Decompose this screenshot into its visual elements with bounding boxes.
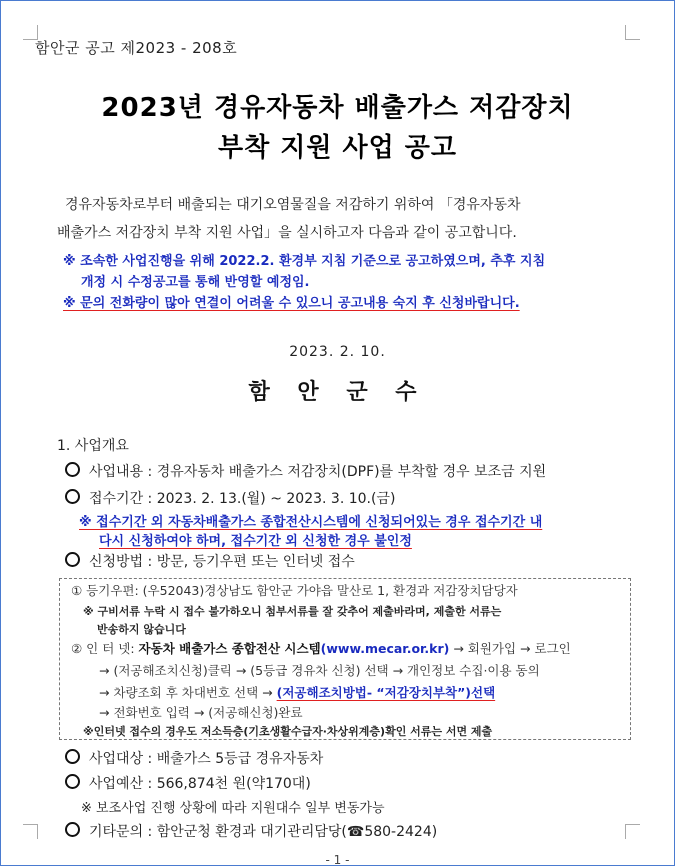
circle-bullet-icon	[65, 749, 80, 764]
circle-bullet-icon	[65, 489, 80, 504]
circle-bullet-icon	[65, 822, 80, 837]
note-2: ※ 문의 전화량이 많아 연결이 어려울 수 있으니 공고내용 숙지 후 신청바랍니다.	[63, 296, 520, 311]
web-rest: → 회원가입 → 로그인	[449, 641, 571, 656]
web-method-line-2: → (저공해조치신청)클릭 → (5등급 경유차 신청) 선택 → 개인정보 수집·이용 동의	[99, 663, 540, 678]
period-note-line-2: 다시 신청하여야 하며, 접수기간 외 신청한 경우 불인정	[99, 534, 412, 549]
circle-bullet-icon	[65, 774, 80, 789]
item-target	[65, 748, 323, 768]
note-1-line-2: 개정 시 수정공고를 통해 반영할 예정임.	[81, 275, 310, 290]
mail-note-line-1: ※ 구비서류 누락 시 접수 불가하오니 첨부서류를 잘 갖추어 제출바라며, 제출한 서류는	[83, 605, 502, 618]
web-prefix: ② 인 터 넷:	[71, 641, 139, 656]
title-line-2: 부착 지원 사업 공고	[217, 133, 458, 163]
page-number: - 1 -	[325, 853, 350, 866]
item-content	[65, 461, 546, 481]
budget-note: ※ 보조사업 진행 상황에 따라 지원대수 일부 변동가능	[81, 801, 385, 816]
circle-bullet-icon	[65, 552, 80, 567]
item-budget-text: 사업예산 : 566,874천 원(약170대)	[89, 776, 311, 792]
period-note-line-1: ※ 접수기간 외 자동차배출가스 종합전산시스템에 신청되어있는 경우 접수기간 내	[79, 515, 543, 530]
item-inquiry-text: 기타문의 : 함안군청 환경과 대기관리담당(☎580-2424)	[89, 824, 438, 840]
mail-note-line-2: 반송하지 않습니다	[97, 623, 186, 636]
issuer: 함 안 군 수	[248, 380, 427, 405]
circle-bullet-icon	[65, 462, 80, 477]
note-1-line-1: ※ 조속한 사업진행을 위해 2022.2. 환경부 지침 기준으로 공고하였으며, 추후 지침	[63, 254, 546, 269]
web-site-name: 자동차 배출가스 종합전산 시스템	[138, 641, 321, 656]
item-budget	[65, 773, 311, 793]
web-line3-a: → 차량조회 후 차대번호 선택 →	[99, 685, 277, 700]
item-target-text: 사업대상 : 배출가스 5등급 경유자동차	[89, 751, 324, 767]
notice-date: 2023. 2. 10.	[289, 344, 386, 360]
item-method	[65, 551, 355, 571]
crop-mark-bottom-right	[625, 824, 640, 839]
intro-line-2: 배출가스 저감장치 부착 지원 사업」을 실시하고자 다음과 같이 공고합니다.	[57, 225, 517, 241]
crop-mark-top-right	[625, 25, 640, 40]
item-period	[65, 488, 395, 508]
item-content-text: 사업내용 : 경유자동차 배출가스 저감장치(DPF)를 부착할 경우 보조금 지원	[89, 464, 547, 480]
notice-number: 함안군 공고 제2023 - 208호	[35, 39, 238, 57]
title-line-1: 2023년 경유자동차 배출가스 저감장치	[101, 93, 574, 123]
mail-method: ① 등기우편: (우52043)경상남도 함안군 가야읍 말산로 1, 환경과 저감장치담당자	[71, 583, 518, 598]
web-method-line-3	[99, 683, 495, 701]
intro-line-1: 경유자동차로부터 배출되는 대기오염물질을 저감하기 위하여 「경유자동차	[65, 197, 521, 213]
item-method-text: 신청방법 : 방문, 등기우편 또는 인터넷 접수	[89, 554, 355, 570]
section-heading: 1. 사업개요	[57, 438, 129, 454]
web-method-line-4: → 전화번호 입력 → (저공해신청)완료	[99, 705, 303, 720]
web-url-link[interactable]: (www.mecar.or.kr)	[320, 641, 450, 656]
web-note: ※인터넷 접수의 경우도 저소득층(기초생활수급자·차상위계층)확인 서류는 서면 제출	[83, 725, 493, 738]
web-method-line-1	[71, 639, 571, 657]
crop-mark-bottom-left	[23, 824, 38, 839]
web-line3-b: (저공해조치방법- “저감장치부착”)선택	[276, 685, 496, 700]
item-period-text: 접수기간 : 2023. 2. 13.(월) ~ 2023. 3. 10.(금)	[89, 491, 396, 507]
item-inquiry	[65, 821, 437, 841]
